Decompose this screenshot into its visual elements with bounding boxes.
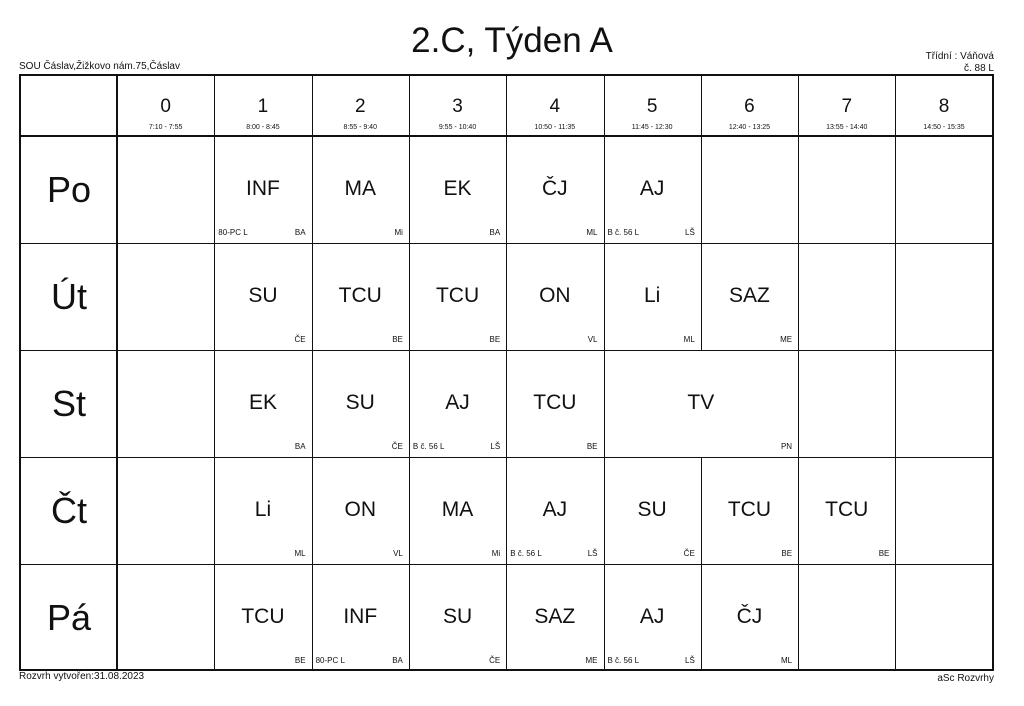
lesson-subject: SU [637, 498, 667, 521]
lesson-cell [604, 457, 701, 564]
day-label: St [51, 383, 86, 424]
lesson-cell [409, 350, 506, 457]
column-divider [214, 457, 215, 564]
column-divider [312, 564, 313, 671]
period-header [798, 76, 895, 136]
lesson-subject: SAZ [534, 605, 576, 628]
column-divider [409, 136, 410, 243]
lesson-subject: AJ [639, 605, 665, 628]
column-divider [798, 564, 799, 671]
lesson-cell [409, 136, 506, 243]
software-credit: aSc Rozvrhy [937, 673, 994, 684]
column-divider [214, 76, 215, 136]
column-divider [409, 564, 410, 671]
column-divider [506, 76, 507, 136]
period-time: 11:45 - 12:30 [631, 124, 673, 131]
lesson-teacher: ME [585, 656, 598, 665]
period-header [312, 76, 409, 136]
lesson-cell [312, 457, 409, 564]
period-time: 10:50 - 11:35 [534, 124, 576, 131]
lesson-teacher: ČE [489, 656, 501, 665]
period-time: 7:10 - 7:55 [148, 124, 183, 131]
lesson-teacher: VL [393, 549, 403, 558]
column-divider [506, 457, 507, 564]
column-divider [895, 457, 896, 564]
period-time: 8:55 - 9:40 [343, 124, 377, 131]
column-divider [895, 350, 896, 457]
lesson-cell [604, 136, 701, 243]
column-divider [798, 350, 799, 457]
lesson-cell [701, 564, 798, 671]
lesson-subject: Li [254, 498, 272, 521]
period-number: 2 [354, 96, 366, 117]
lesson-subject: ČJ [542, 177, 568, 200]
lesson-cell [312, 243, 409, 350]
period-number: 6 [744, 96, 755, 117]
school-name: SOU Čáslav,Žižkovo nám.75,Čáslav [19, 61, 180, 72]
period-number: 4 [549, 96, 561, 117]
lesson-teacher: BE [392, 335, 403, 344]
period-number: 0 [160, 96, 171, 117]
column-divider [701, 564, 702, 671]
column-divider [701, 136, 702, 243]
column-divider [895, 136, 896, 243]
lesson-teacher: BE [294, 656, 306, 665]
period-time: 8:00 - 8:45 [246, 124, 280, 131]
lesson-teacher: ČE [294, 335, 306, 344]
period-header [409, 76, 506, 136]
lesson-subject: SU [442, 605, 473, 628]
lesson-cell [798, 457, 895, 564]
lesson-subject: TCU [241, 605, 285, 628]
lesson-teacher: ML [294, 549, 306, 558]
timetable-grid [19, 74, 994, 671]
lesson-teacher: BE [781, 549, 793, 558]
lesson-subject: ČJ [736, 605, 763, 628]
lesson-cell [506, 564, 603, 671]
lesson-cell [506, 350, 603, 457]
lesson-subject: SU [345, 391, 375, 414]
lesson-cell [506, 457, 603, 564]
lesson-subject: MA [344, 177, 376, 200]
column-divider [312, 350, 313, 457]
lesson-teacher: PN [780, 442, 793, 451]
lesson-teacher: LŠ [685, 656, 695, 665]
lesson-teacher: Mi [491, 549, 501, 558]
column-divider [409, 350, 410, 457]
lesson-teacher: Mi [394, 228, 403, 237]
lesson-cell [604, 243, 701, 350]
lesson-room: B č. 56 L [607, 656, 640, 665]
column-divider [214, 136, 215, 243]
column-divider [798, 457, 799, 564]
lesson-subject: TCU [435, 284, 480, 307]
day-label: Pá [46, 597, 92, 638]
lesson-teacher: VL [587, 335, 598, 344]
lesson-subject: AJ [639, 177, 665, 200]
period-header [117, 76, 214, 136]
lesson-subject: INF [343, 605, 378, 628]
lesson-subject: EK [248, 391, 277, 414]
page-title: 2.C, Týden A [411, 21, 613, 60]
lesson-cell [312, 350, 409, 457]
lesson-subject: EK [443, 177, 472, 200]
lesson-subject: AJ [542, 498, 568, 521]
column-divider [895, 564, 896, 671]
lesson-teacher: ML [586, 228, 598, 237]
lesson-room: B č. 56 L [412, 442, 445, 451]
lesson-subject: AJ [445, 391, 470, 414]
lesson-cell [506, 243, 603, 350]
column-divider [701, 76, 702, 136]
column-divider [214, 243, 215, 350]
class-info [926, 51, 994, 75]
period-number: 5 [646, 96, 658, 117]
lesson-subject: Li [643, 284, 661, 307]
column-divider [506, 350, 507, 457]
lesson-cell [409, 564, 506, 671]
column-divider [312, 457, 313, 564]
column-divider [312, 136, 313, 243]
period-time: 14:50 - 15:35 [923, 124, 965, 131]
period-header [701, 76, 798, 136]
lesson-cell [312, 564, 409, 671]
day-column-divider [116, 76, 118, 669]
lesson-subject: TCU [338, 284, 382, 307]
lesson-teacher: LŠ [685, 228, 695, 237]
lesson-cell [701, 457, 798, 564]
column-divider [506, 136, 507, 243]
period-header [214, 76, 311, 136]
period-header [506, 76, 603, 136]
lesson-subject: ON [344, 498, 376, 521]
lesson-teacher: BA [489, 228, 501, 237]
lesson-cell [701, 243, 798, 350]
lesson-teacher: BA [392, 656, 403, 665]
lesson-room: B č. 56 L [510, 549, 542, 558]
lesson-subject: INF [246, 177, 280, 200]
day-label: Po [46, 169, 92, 210]
column-divider [701, 243, 702, 350]
lesson-subject: SU [248, 284, 278, 307]
period-number: 3 [452, 96, 463, 117]
lesson-subject: TCU [533, 391, 577, 414]
column-divider [214, 564, 215, 671]
lesson-teacher: ČE [683, 549, 695, 558]
period-header [604, 76, 701, 136]
lesson-teacher: ME [780, 335, 793, 344]
lesson-cell [604, 564, 701, 671]
lesson-subject: TV [687, 391, 715, 414]
column-divider [895, 76, 896, 136]
lesson-cell [214, 457, 311, 564]
lesson-cell [214, 350, 311, 457]
lesson-teacher: ML [780, 656, 793, 665]
column-divider [604, 564, 605, 671]
column-divider [798, 243, 799, 350]
classroom: č. 88 L [963, 63, 994, 74]
column-divider [214, 350, 215, 457]
lesson-subject: MA [441, 498, 474, 521]
column-divider [409, 457, 410, 564]
period-time: 12:40 - 13:25 [728, 124, 771, 131]
lesson-teacher: ML [683, 335, 695, 344]
column-divider [506, 243, 507, 350]
lesson-subject: ON [539, 284, 571, 307]
lesson-teacher: BE [586, 442, 598, 451]
period-number: 8 [938, 96, 950, 117]
period-number: 7 [841, 96, 853, 117]
day-label: Út [51, 276, 87, 317]
day-label: Čt [51, 490, 87, 531]
period-time: 9:55 - 10:40 [438, 124, 477, 131]
lesson-cell [214, 136, 311, 243]
lesson-teacher: ČE [391, 442, 403, 451]
lesson-teacher: LŠ [587, 549, 598, 558]
lesson-room: 80-PC L [315, 656, 345, 665]
period-header [895, 76, 992, 136]
lesson-cell [214, 564, 311, 671]
column-divider [312, 76, 313, 136]
column-divider [409, 243, 410, 350]
column-divider [701, 457, 702, 564]
lesson-cell [214, 243, 311, 350]
lesson-teacher: LŠ [490, 442, 501, 451]
column-divider [604, 243, 605, 350]
column-divider [604, 76, 605, 136]
column-divider [312, 243, 313, 350]
lesson-cell [604, 350, 799, 457]
lesson-cell [409, 457, 506, 564]
lesson-teacher: BE [878, 549, 890, 558]
lesson-subject: TCU [825, 498, 869, 521]
column-divider [604, 136, 605, 243]
lesson-teacher: BE [489, 335, 501, 344]
lesson-cell [409, 243, 506, 350]
period-number: 1 [257, 96, 269, 117]
period-time: 13:55 - 14:40 [826, 124, 868, 131]
lesson-cell [312, 136, 409, 243]
lesson-subject: TCU [727, 498, 772, 521]
column-divider [895, 243, 896, 350]
lesson-subject: SAZ [729, 284, 770, 307]
lesson-cell [506, 136, 603, 243]
class-teacher: Třídní : Váňová [925, 51, 994, 62]
column-divider [604, 350, 605, 457]
lesson-room: B č. 56 L [607, 228, 640, 237]
column-divider [798, 76, 799, 136]
lesson-teacher: BA [294, 442, 306, 451]
column-divider [506, 564, 507, 671]
column-divider [604, 457, 605, 564]
column-divider [798, 136, 799, 243]
lesson-teacher: BA [294, 228, 306, 237]
created-date: Rozvrh vytvořen:31.08.2023 [19, 671, 145, 682]
lesson-room: 80-PC L [218, 228, 248, 237]
column-divider [409, 76, 410, 136]
